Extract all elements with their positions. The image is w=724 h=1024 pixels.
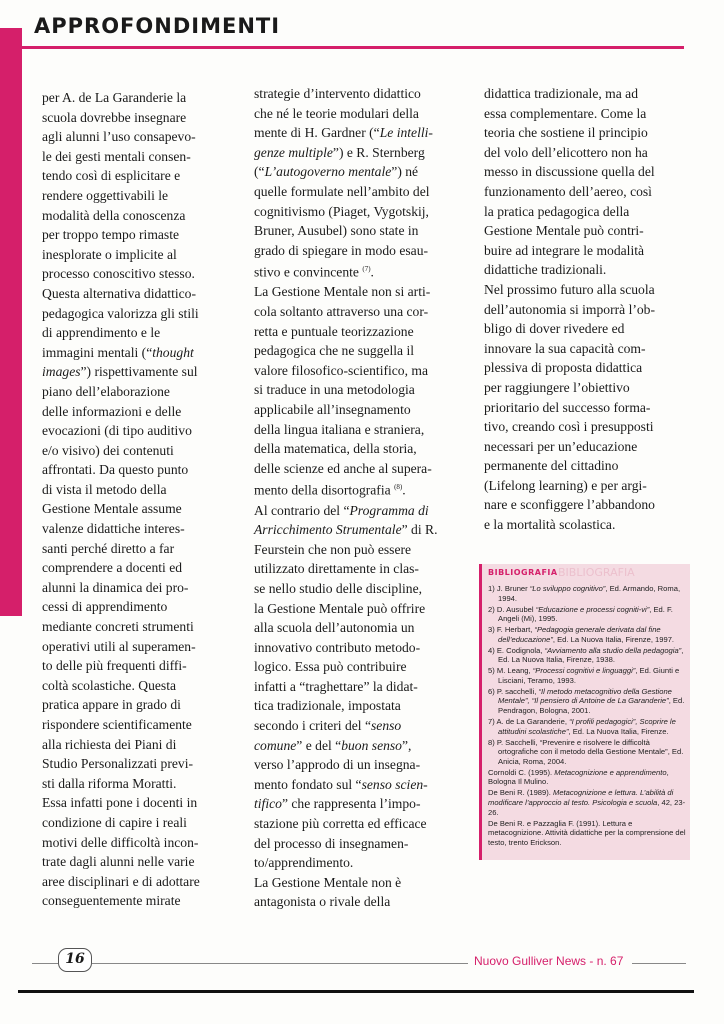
text-line: retta e puntuale teorizzazione: [254, 323, 414, 339]
section-title: APPROFONDIMENTI: [34, 14, 281, 38]
text-line: cognitivismo (Piaget, Vygotskij,: [254, 203, 429, 219]
text-line: per raggiungere l’obiettivo: [484, 379, 630, 395]
text-line: logico. Essa può contribuire: [254, 659, 407, 675]
text-line: Bruner, Ausubel) sono state in: [254, 223, 419, 239]
magazine-name: Nuovo Gulliver News - n. 67: [474, 954, 624, 968]
text-line: utilizzato direttamente in clas-: [254, 561, 419, 577]
text-line: se nello studio delle discipline,: [254, 580, 423, 596]
text-line: la Gestione Mentale può offrire: [254, 600, 426, 616]
text-line: la pratica pedagogica della: [484, 203, 630, 219]
text-line: pedagogica che ne suggella il: [254, 343, 415, 359]
text-line: comprendere a docenti ed: [42, 560, 183, 576]
text-line: funzionamento dell’aereo, così: [484, 183, 652, 199]
accent-sidebar: [0, 28, 22, 616]
italic-span: senso: [371, 718, 402, 734]
text-line: to/apprendimento.: [254, 855, 354, 871]
text-line: cessi di apprendimento: [42, 599, 168, 615]
italic-span: “Pedagogia generale derivata dal fine dell’educazione”: [498, 625, 661, 644]
text-line: trate dagli alunni nelle varie: [42, 854, 195, 870]
text-line: piano dell’elaborazione: [42, 383, 170, 399]
text-line: aree disciplinari e di adottare: [42, 873, 200, 889]
italic-span: comune: [254, 737, 297, 753]
bibliography-watermark: BIBLIOGRAFIA: [558, 566, 635, 579]
text-line: secondo i criteri del “senso: [254, 718, 402, 734]
text-line: mento della disortografia $^{(8)}$.: [254, 482, 406, 498]
italic-span: L’autogoverno mentale: [264, 164, 392, 180]
italic-span: “I profili pedagogici”, Scoprire le attitudini scolastiche”: [498, 717, 676, 736]
text-line: agli alunni l’uso consapevo-: [42, 129, 196, 145]
text-line: inesplorate o implicite al: [42, 246, 177, 262]
text-line: necessari per un’educazione: [484, 438, 638, 454]
text-line: di vista il metodo della: [42, 481, 167, 497]
text-line: messo in discussione quella del: [484, 164, 655, 180]
text-line: plessiva di proposta didattica: [484, 360, 643, 376]
text-line: to delle più frequenti diffi-: [42, 658, 187, 674]
bibliography-item: 1) J. Bruner “Lo sviluppo cognitivo”, Ed. Armando, Roma, 1994.: [488, 584, 681, 603]
text-line: mento fondato sul “senso scien-: [254, 776, 428, 792]
text-line: nare e sconfiggere l’abbandono: [484, 497, 655, 513]
bibliography-item: Cornoldi C. (1995). Metacognizione e apprendimento, Bologna Il Mulino.: [488, 767, 669, 787]
text-line: mediante concreti strumenti: [42, 619, 194, 635]
text-line: alla scuola dell’autonomia un: [254, 620, 415, 636]
text-line: affrontati. Da questo punto: [42, 462, 189, 478]
text-line: valenze didattiche interes-: [42, 521, 185, 537]
text-line: che né le teorie modulari della: [254, 105, 419, 121]
text-line: Questa alternativa didattico-: [42, 285, 196, 301]
text-line: grado di spiegare in modo esau-: [254, 242, 429, 258]
italic-span: “Il metodo metacognitivo della Gestione Mentale”, “Il pensiero di Antoine de La Garanderie”: [498, 686, 672, 706]
text-line: images”) rispettivamente sul: [42, 364, 198, 380]
text-line: applicabile all’insegnamento: [254, 402, 411, 418]
footer-rule-middle: [92, 963, 468, 964]
footnote-ref: (8): [394, 483, 403, 492]
text-line: tifico” che rappresenta l’impo-: [254, 796, 421, 812]
text-line: operativi utili al superamen-: [42, 638, 196, 654]
bibliography-item: 8) P. Sacchelli, “Prevenire e risolvere le difficoltà ortografiche con il metodo della Gestione Mentale”, Ed. Anicia, Roma, 2004.: [488, 737, 684, 766]
text-line: Studio Personalizzati previ-: [42, 756, 194, 772]
text-line: motivi delle difficoltà incon-: [42, 834, 199, 850]
text-line: conseguentemente mirate: [42, 893, 181, 909]
text-line: stazione più corretta ed efficace: [254, 816, 427, 832]
text-line: le dei gesti mentali consen-: [42, 148, 191, 164]
bibliography-item: 2) D. Ausubel “Educazione e processi cogniti-vi”, Ed. F. Angeli (Mi), 1995.: [488, 604, 673, 624]
text-line: (Lifelong learning) e per argi-: [484, 477, 647, 493]
text-line: del volo dell’elicottero non ha: [484, 144, 648, 160]
italic-span: Metacognizione e lettura. L’abilità di modificare l’approccio al testo. Psicologia e scuola: [488, 788, 674, 807]
text-line: processo conoscitivo stesso.: [42, 266, 195, 282]
text-line: Feurstein che non può essere: [254, 541, 412, 557]
bibliography-item: 3) F. Herbart, “Pedagogia generale derivata dal fine dell’educazione”, Ed. La Nuova Italia, Firenze, 1997.: [488, 625, 675, 644]
italic-span: thought: [152, 344, 194, 360]
text-line: teoria che sostiene il principio: [484, 125, 648, 141]
text-line: condizione di capire i reali: [42, 814, 187, 830]
page-number: 16: [58, 948, 92, 972]
italic-span: genze multiple: [254, 144, 333, 160]
text-line: dell’autonomia si imporrà l’ob-: [484, 301, 656, 317]
text-line: alla richiesta dei Piani di: [42, 736, 177, 752]
column-3: [484, 84, 690, 535]
text-line: mente di H. Gardner (“Le intelli-: [254, 125, 433, 141]
text-line: santi perché diretto a far: [42, 540, 175, 556]
italic-span: senso scien-: [361, 776, 428, 792]
bibliography-item: De Beni R. e Pazzaglia F. (1991). Lettura e metacognizione. Attività didattiche per la comprensione del testo, trento Erickson.: [488, 818, 686, 847]
text-line: Essa infatti pone i docenti in: [42, 795, 198, 811]
text-line: delle scienze ed anche al supera-: [254, 460, 432, 476]
text-line: innovativo contributo metodo-: [254, 639, 421, 655]
bibliography-item: 5) M. Leang, “Processi cognitivi e linguaggi”, Ed. Giunti e Lisciani, Teramo, 1993.: [488, 666, 680, 685]
text-line: cola soltanto attraverso una cor-: [254, 304, 429, 320]
header-rule: [22, 46, 684, 49]
text-line: coltà scolastiche. Questa: [42, 677, 176, 693]
bibliography-box: [479, 564, 690, 860]
text-line: modalità della conoscenza: [42, 207, 186, 223]
text-line: didattiche tradizionali.: [484, 262, 607, 278]
text-line: permanente del cittadino: [484, 458, 619, 474]
bibliography-title: BIBLIOGRAFIA: [488, 568, 558, 577]
text-line: di apprendimento e le: [42, 325, 161, 341]
bibliography-list: [488, 584, 688, 849]
column-1: [42, 88, 238, 911]
text-line: bligo di dover rivedere ed: [484, 321, 625, 337]
text-line: tivo, creando così i presupposti: [484, 419, 654, 435]
text-line: stivo e convincente $^{(7)}$.: [254, 264, 374, 280]
text-line: (“L’autogoverno mentale”) né: [254, 164, 419, 180]
text-line: La Gestione Mentale non è: [254, 874, 402, 890]
text-line: Gestione Mentale assume: [42, 501, 182, 517]
text-line: buire ad integrare le modalità: [484, 242, 645, 258]
text-line: della matematica, della storia,: [254, 441, 417, 457]
italic-span: Programma di: [349, 502, 429, 518]
italic-span: images: [42, 364, 81, 380]
italic-span: Arricchimento Strumentale: [254, 522, 402, 538]
text-line: antagonista o rivale della: [254, 894, 391, 910]
text-line: e la mortalità scolastica.: [484, 517, 616, 533]
text-line: genze multiple”) e R. Sternberg: [254, 144, 425, 160]
column-2: [254, 84, 454, 912]
text-line: verso l’approdo di un insegna-: [254, 757, 421, 773]
footer-rule-left: [32, 963, 58, 964]
text-line: del processo di insegnamen-: [254, 835, 409, 851]
bibliography-item: De Beni R. (1989). Metacognizione e lettura. L’abilità di modificare l’approccio al testo. Psicologia e scuola, 42, 23-26.: [488, 788, 686, 817]
bibliography-item: 4) E. Codignola, “Avviamento alla studio della pedagogia”, Ed. La Nuova Italia, Firenze, 1938.: [488, 645, 684, 665]
text-line: per A. de La Garanderie la: [42, 90, 187, 105]
text-line: tica tradizionale, impostata: [254, 698, 401, 714]
italic-span: tifico: [254, 796, 282, 812]
text-line: essa complementare. Come la: [484, 105, 647, 121]
text-line: scuola dovrebbe insegnare: [42, 109, 187, 125]
italic-span: buon senso: [341, 737, 402, 753]
footnote-ref: (7): [362, 265, 371, 274]
italic-span: “Lo sviluppo cognitivo”: [529, 584, 606, 593]
text-line: Arricchimento Strumentale” di R.: [254, 522, 438, 538]
text-line: infatti a “traghettare” la didat-: [254, 678, 418, 694]
text-line: sti dalla riforma Moratti.: [42, 775, 177, 791]
text-line: per troppo tempo rimaste: [42, 227, 180, 243]
bibliography-item: 7) A. de La Garanderie, “I profili pedagogici”, Scoprire le attitudini scolastiche”, Ed. La Nuova Italia, Firenze.: [488, 717, 676, 736]
text-line: si traduce in una metodologia: [254, 382, 415, 398]
text-line: La Gestione Mentale non si arti-: [254, 284, 431, 300]
footer-rule-right: [632, 963, 686, 964]
text-line: rendere oggettivabili le: [42, 187, 169, 203]
text-line: strategie d’intervento didattico: [254, 86, 421, 101]
text-line: didattica tradizionale, ma ad: [484, 86, 638, 101]
text-line: e/o visivo) dei contenuti: [42, 442, 174, 458]
italic-span: “Avviamento alla studio della pedagogia”: [544, 645, 682, 655]
text-line: della lingua italiana e straniera,: [254, 421, 425, 437]
text-line: quelle formulate nell’ambito del: [254, 183, 430, 199]
italic-span: Le intelli-: [379, 125, 433, 141]
bibliography-item: 6) P. sacchelli, “Il metodo metacognitivo della Gestione Mentale”, “Il pensiero di Antoine de La Garanderie”, Ed. Pendragon, Bologna, 2001.: [488, 686, 685, 716]
text-line: delle informazioni e delle: [42, 403, 182, 419]
text-line: Nel prossimo futuro alla scuola: [484, 281, 655, 297]
text-line: immagini mentali (“thought: [42, 344, 194, 360]
text-line: valore filosofico-scientifico, ma: [254, 362, 429, 378]
text-line: pedagogica valorizza gli stili: [42, 305, 199, 321]
text-line: rispondere scientificamente: [42, 717, 192, 732]
text-line: innovare la sua capacità com-: [484, 340, 646, 356]
italic-span: Metacognizione e apprendimento: [554, 767, 667, 777]
bottom-rule: [18, 990, 694, 993]
text-line: tendo così di esplicitare e: [42, 168, 181, 184]
text-line: pratica appare in grado di: [42, 697, 181, 713]
italic-span: “Educazione e processi cogniti-vi”: [535, 604, 650, 614]
text-line: comune” e del “buon senso”,: [254, 737, 412, 753]
text-line: alunni la dinamica dei pro-: [42, 579, 189, 595]
text-line: prioritario del successo forma-: [484, 399, 651, 415]
text-line: Al contrario del “Programma di: [254, 502, 429, 518]
italic-span: “Processi cognitivi e linguaggi”: [532, 666, 636, 676]
text-line: evocazioni (di tipo auditivo: [42, 423, 192, 439]
text-line: Gestione Mentale può contri-: [484, 223, 644, 239]
